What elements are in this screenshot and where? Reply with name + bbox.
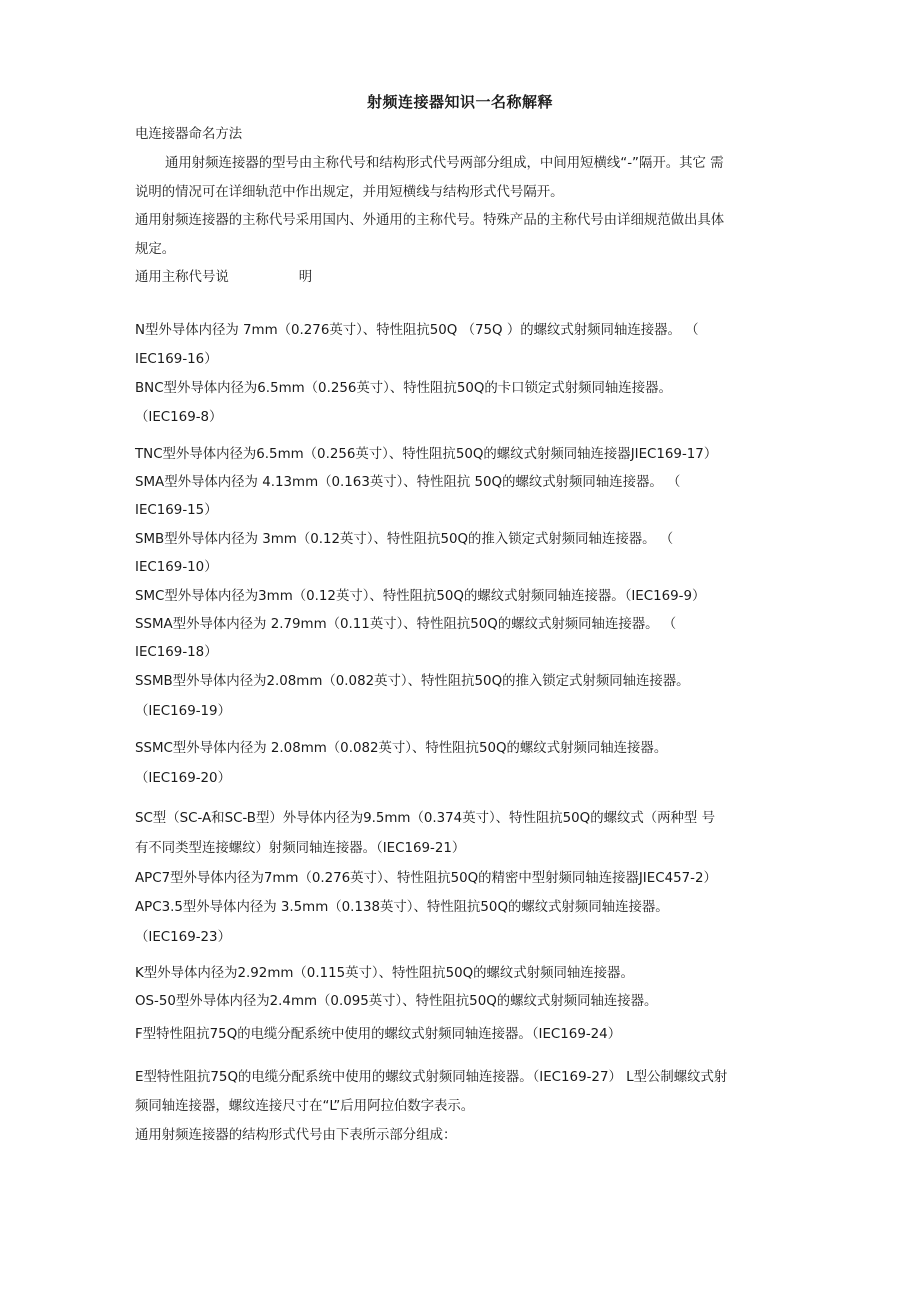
code-header-right: 明 [298,270,313,285]
connector-entry-line: F型特性阻抗75Q的电缆分配系统中使用的螺纹式射频同轴连接器。（IEC169-24） [135,1027,622,1042]
paragraph-line: 通用射频连接器的型号由主称代号和结构形式代号两部分组成，中间用短横线“-”隔开。其它 需 [165,156,724,171]
paragraph-line: 通用射频连接器的主称代号采用国内、外通用的主称代号。特殊产品的主称代号由详细规范做出具体 [135,213,725,228]
connector-entry-line: SMB型外导体内径为 3mm（0.12英寸）、特性阻抗50Q的推入锁定式射频同轴连接器。 （ [135,532,674,547]
connector-entry-line: K型外导体内径为2.92mm（0.115英寸）、特性阻抗50Q的螺纹式射频同轴连接器。 [135,966,634,981]
connector-entry-line: （IEC169-23） [135,930,231,945]
connector-entry-line: （IEC169-19） [135,704,231,719]
connector-entry-line: N型外导体内径为 7mm（0.276英寸）、特性阻抗50Q （75Q ）的螺纹式射频同轴连接器。 （ [135,323,699,338]
connector-entry-line: TNC型外导体内径为6.5mm（0.256英寸）、特性阻抗50Q的螺纹式射频同轴连接器JIEC169-17） [135,447,718,462]
code-table-header [135,269,312,287]
connector-entry-line: SMC型外导体内径为3mm（0.12英寸）、特性阻抗50Q的螺纹式射频同轴连接器。（IEC169-9） [135,589,706,604]
connector-entry-line: 频同轴连接器，螺纹连接尺寸在“L”后用阿拉伯数字表示。 [135,1099,475,1114]
paragraph-line: 通用射频连接器的结构形式代号由下表所示部分组成： [135,1128,457,1143]
connector-entry-line: 有不同类型连接螺纹）射频同轴连接器。（IEC169-21） [135,841,466,856]
connector-entry-line: OS-50型外导体内径为2.4mm（0.095英寸）、特性阻抗50Q的螺纹式射频同轴连接器。 [135,994,658,1009]
connector-entry-line: SSMB型外导体内径为2.08mm（0.082英寸）、特性阻抗50Q的推入锁定式射频同轴连接器。 [135,674,690,689]
connector-entry-line: （IEC169-8） [135,410,223,425]
connector-entry-line: SMA型外导体内径为 4.13mm（0.163英寸）、特性阻抗 50Q的螺纹式射频同轴连接器。 （ [135,475,681,490]
paragraph-line: 说明的情况可在详细轨范中作出规定，并用短横线与结构形式代号隔开。 [135,185,564,200]
connector-entry-line: APC3.5型外导体内径为 3.5mm（0.138英寸）、特性阻抗50Q的螺纹式射频同轴连接器。 [135,900,669,915]
connector-entry-line: IEC169-16） [135,352,218,367]
section-heading: 电连接器命名方法 [135,127,243,142]
document-title: 射频连接器知识一名称解释 [366,93,553,111]
connector-entry-line: E型特性阻抗75Q的电缆分配系统中使用的螺纹式射频同轴连接器。（IEC169-27） L型公制螺纹式射 [135,1070,728,1085]
connector-entry-line: SC型（SC-A和SC-B型）外导体内径为9.5mm（0.374英寸）、特性阻抗50Q的螺纹式（两种型 号 [135,811,715,826]
paragraph-line: 规定。 [135,242,176,257]
connector-entry-line: IEC169-18） [135,645,218,660]
connector-entry-line: IEC169-10） [135,560,218,575]
connector-entry-line: SSMA型外导体内径为 2.79mm（0.11英寸）、特性阻抗50Q的螺纹式射频同轴连接器。 （ [135,617,677,632]
code-header-left: 通用主称代号说 [135,270,229,285]
connector-entry-line: IEC169-15） [135,503,218,518]
connector-entry-line: APC7型外导体内径为7mm（0.276英寸）、特性阻抗50Q的精密中型射频同轴连接器JIEC457-2） [135,871,717,886]
connector-entry-line: BNC型外导体内径为6.5mm（0.256英寸）、特性阻抗50Q的卡口锁定式射频同轴连接器。 [135,381,672,396]
connector-entry-line: SSMC型外导体内径为 2.08mm（0.082英寸）、特性阻抗50Q的螺纹式射频同轴连接器。 [135,741,668,756]
connector-entry-line: （IEC169-20） [135,771,231,786]
